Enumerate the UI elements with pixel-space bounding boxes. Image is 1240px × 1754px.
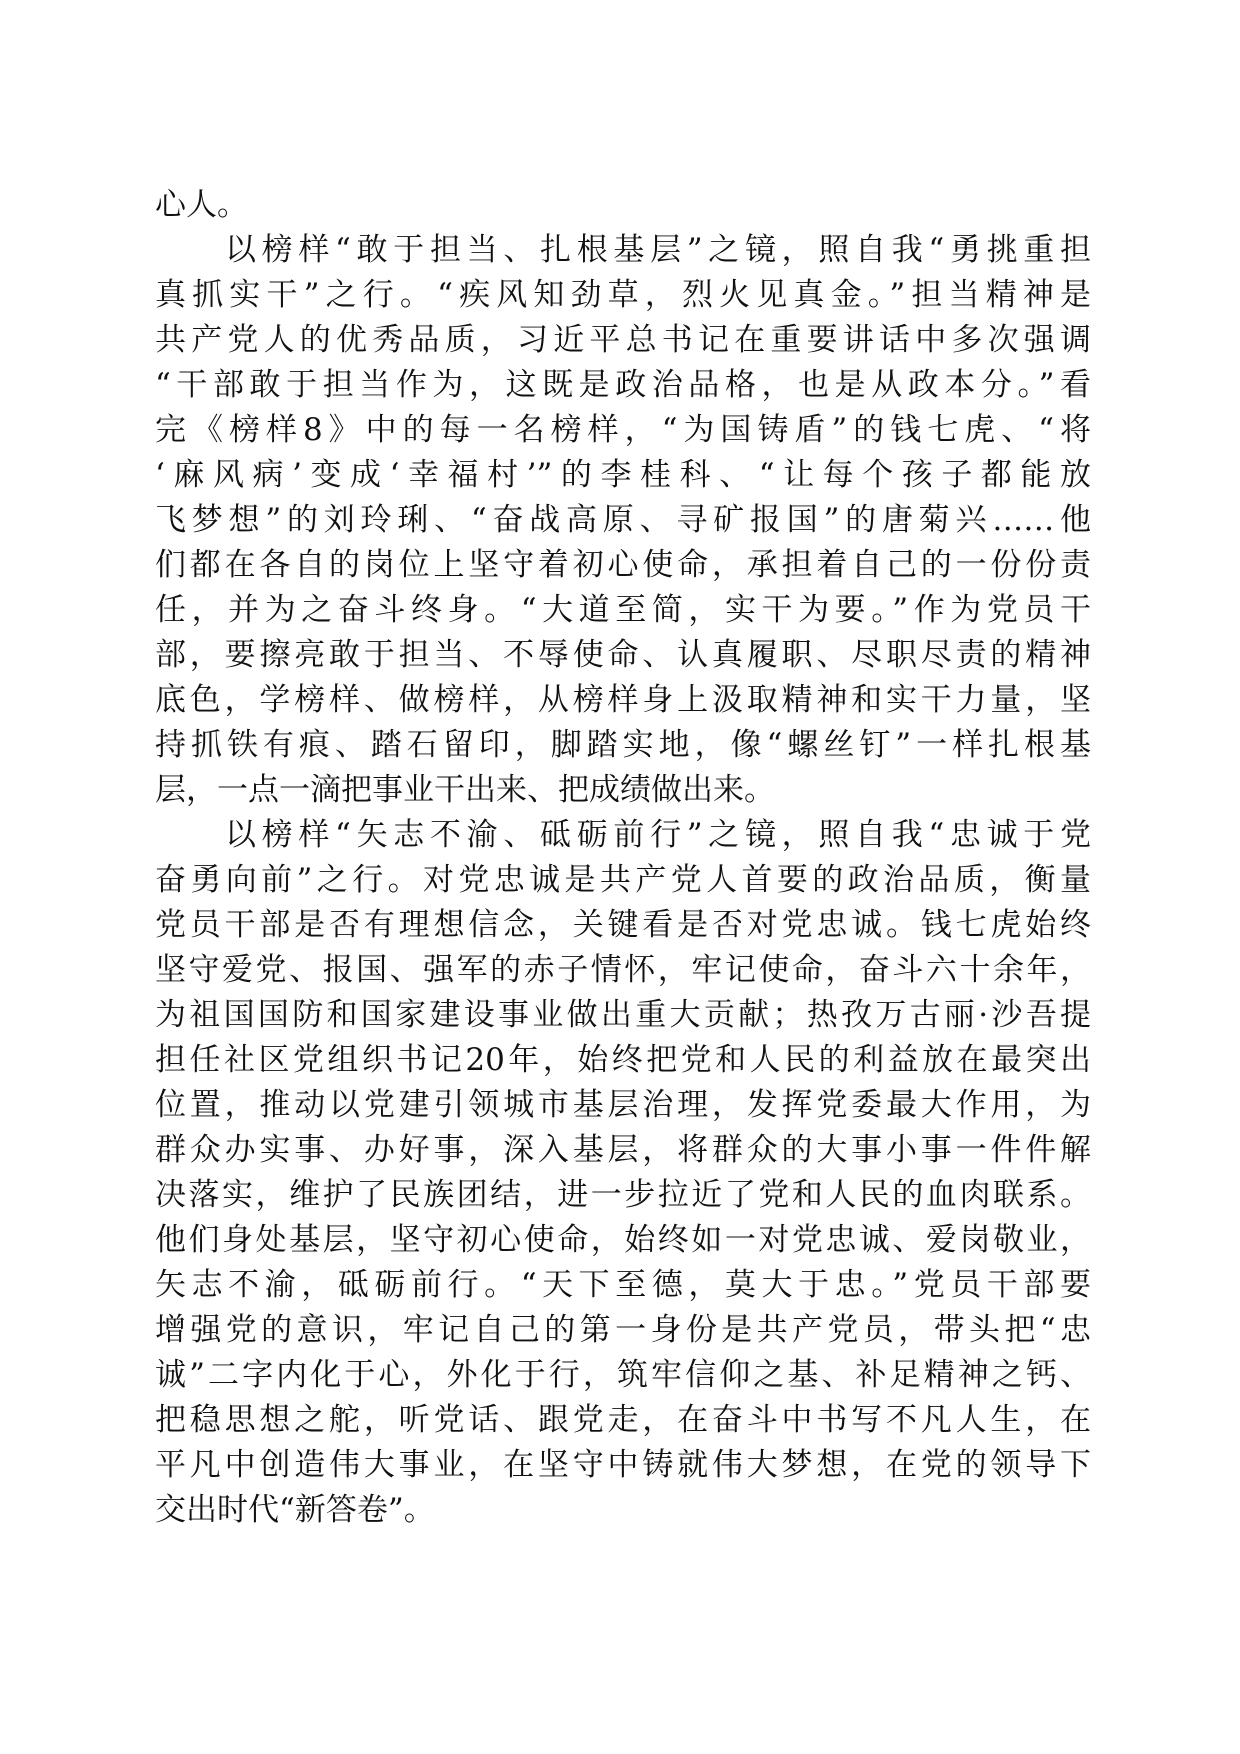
text-line: 平凡中创造伟大事业，在坚守中铸就伟大梦想，在党的领导下 <box>155 1447 1091 1483</box>
text-line: ‘麻风病’变成‘幸福村’”的李桂科、“让每个孩子都能放 <box>155 457 1091 493</box>
text-line: 决落实，维护了民族团结，进一步拉近了党和人民的血肉联系。 <box>155 1177 1091 1213</box>
text-line: 们都在各自的岗位上坚守着初心使命，承担着自己的一份份责 <box>155 547 1091 583</box>
text-line: 为祖国国防和国家建设事业做出重大贡献；热孜万古丽·沙吾提 <box>155 997 1091 1033</box>
text-line: 共产党人的优秀品质，习近平总书记在重要讲话中多次强调 <box>155 322 1091 358</box>
document-body <box>155 183 1115 1533</box>
text-line: “干部敢于担当作为，这既是政治品格，也是从政本分。”看 <box>155 367 1091 403</box>
text-line: 部，要擦亮敢于担当、不辱使命、认真履职、尽职尽责的精神 <box>155 637 1091 673</box>
text-line: 任，并为之奋斗终身。“大道至简，实干为要。”作为党员干 <box>155 592 1091 628</box>
text-line: 底色，学榜样、做榜样，从榜样身上汲取精神和实干力量，坚 <box>155 682 1091 718</box>
text-line: 位置，推动以党建引领城市基层治理，发挥党委最大作用，为 <box>155 1087 1091 1123</box>
text-line: 以榜样“敢于担当、扎根基层”之镜，照自我“勇挑重担 <box>225 232 1091 268</box>
text-line: 群众办实事、办好事，深入基层，将群众的大事小事一件件解 <box>155 1132 1091 1168</box>
text-line: 交出时代“新答卷”。 <box>155 1492 435 1528</box>
text-line: 以榜样“矢志不渝、砥砺前行”之镜，照自我“忠诚于党 <box>225 817 1091 853</box>
text-line: 奋勇向前”之行。对党忠诚是共产党人首要的政治品质，衡量 <box>155 862 1091 898</box>
text-line: 把稳思想之舵，听党话、跟党走，在奋斗中书写不凡人生，在 <box>155 1402 1091 1438</box>
text-line: 党员干部是否有理想信念，关键看是否对党忠诚。钱七虎始终 <box>155 907 1091 943</box>
text-line: 完《榜样8》中的每一名榜样，“为国铸盾”的钱七虎、“将 <box>155 412 1091 448</box>
text-line: 增强党的意识，牢记自己的第一身份是共产党员，带头把“忠 <box>155 1312 1091 1348</box>
text-line: 他们身处基层，坚守初心使命，始终如一对党忠诚、爱岗敬业， <box>155 1222 1091 1258</box>
text-line: 诚”二字内化于心，外化于行，筑牢信仰之基、补足精神之钙、 <box>155 1357 1091 1393</box>
text-line: 飞梦想”的刘玲琍、“奋战高原、寻矿报国”的唐菊兴……他 <box>155 502 1091 538</box>
text-line: 担任社区党组织书记20年，始终把党和人民的利益放在最突出 <box>155 1042 1091 1078</box>
text-line: 矢志不渝，砥砺前行。“天下至德，莫大于忠。”党员干部要 <box>155 1267 1091 1303</box>
text-line: 持抓铁有痕、踏石留印，脚踏实地，像“螺丝钉”一样扎根基 <box>155 727 1091 763</box>
text-line: 层，一点一滴把事业干出来、把成绩做出来。 <box>155 772 775 808</box>
text-line: 真抓实干”之行。“疾风知劲草，烈火见真金。”担当精神是 <box>155 277 1091 313</box>
text-line: 坚守爱党、报国、强军的赤子情怀，牢记使命，奋斗六十余年， <box>155 952 1091 988</box>
text-line: 心人。 <box>155 187 248 223</box>
